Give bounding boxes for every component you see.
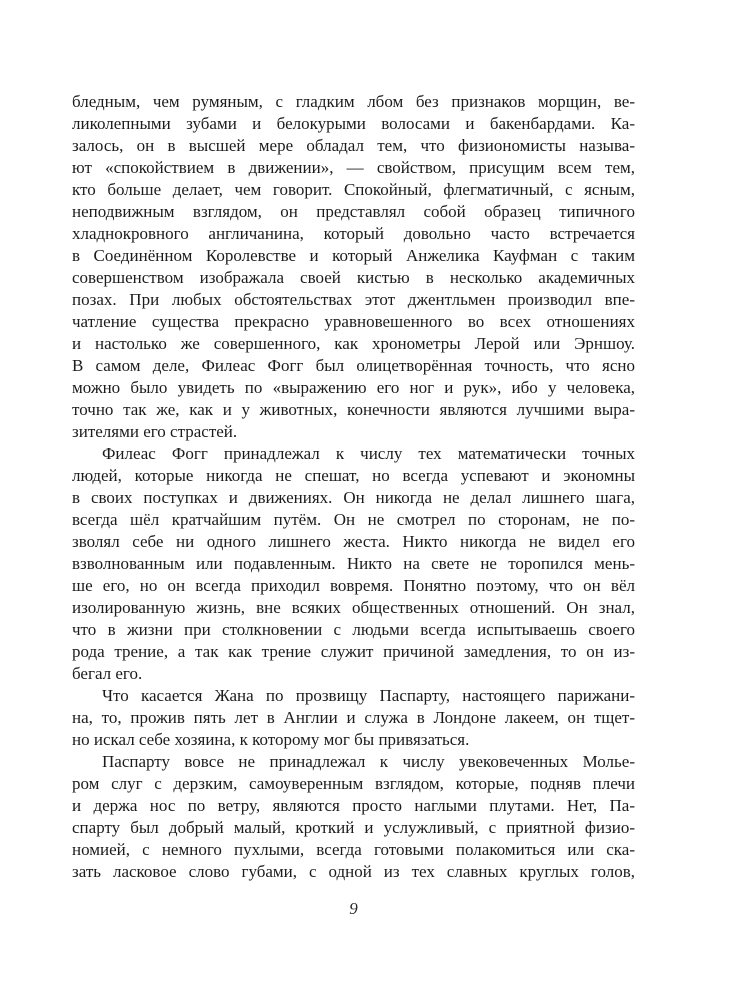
paragraph xyxy=(72,685,635,751)
text-line: в своих поступках и движениях. Он никогда не делал лишнего шага, xyxy=(72,488,635,507)
text-line: ликолепными зубами и белокурыми волосами и бакенбардами. Ка- xyxy=(72,114,635,133)
text-line: залось, он в высшей мере обладал тем, что физиономисты называ- xyxy=(72,136,635,155)
text-line: совершенством изображала своей кистью в несколько академичных xyxy=(72,268,635,287)
text-line: ше его, но он всегда приходил вовремя. Понятно поэтому, что он вёл xyxy=(72,576,635,595)
paragraph xyxy=(72,91,635,443)
text-line: бегал его. xyxy=(72,664,143,683)
text-line: кто больше делает, чем говорит. Спокойный, флегматичный, с ясным, xyxy=(72,180,635,199)
text-line: изолированную жизнь, вне всяких общественных отношений. Он знал, xyxy=(72,598,635,617)
text-line: чатление существа прекрасно уравновешенного во всех отношениях xyxy=(72,312,635,331)
text-line: и настолько же совершенного, как хронометры Лерой или Эрншоу. xyxy=(72,334,635,353)
paragraph xyxy=(72,443,635,685)
text-line: Паспарту вовсе не принадлежал к числу увековеченных Молье- xyxy=(102,752,635,771)
text-line: людей, которые никогда не спешат, но всегда успевают и экономны xyxy=(72,466,635,485)
text-line: В самом деле, Филеас Фогг был олицетворённая точность, что ясно xyxy=(72,356,635,375)
text-line: рода трение, а так как трение служит причиной замедления, то он из- xyxy=(72,642,635,661)
page-number: 9 xyxy=(349,899,358,918)
text-line: зителями его страстей. xyxy=(72,422,238,441)
text-line: и держа нос по ветру, являются просто наглыми плутами. Нет, Па- xyxy=(72,796,635,815)
text-line: на, то, прожив пять лет в Англии и служа в Лондоне лакеем, он тщет- xyxy=(72,708,635,727)
text-line: ром слуг с дерзким, самоуверенным взглядом, которые, подняв плечи xyxy=(72,774,635,793)
text-line: зать ласковое слово губами, с одной из тех славных круглых голов, xyxy=(72,862,635,881)
text-line: ют «спокойствием в движении», — свойством, присущим всем тем, xyxy=(72,158,635,177)
text-line: неподвижным взглядом, он представлял собой образец типичного xyxy=(72,202,635,221)
text-line: в Соединённом Королевстве и который Анжелика Кауфман с таким xyxy=(72,246,635,265)
text-line: точно так же, как и у животных, конечности являются лучшими выра- xyxy=(72,400,635,419)
text-line: взволнованным или подавленным. Никто на свете не торопился мень- xyxy=(72,554,635,573)
text-line: что в жизни при столкновении с людьми всегда испытываешь своего xyxy=(72,620,635,639)
text-line: но искал себе хозяина, к которому мог бы привязаться. xyxy=(72,730,470,749)
text-line: номией, с немного пухлыми, всегда готовыми полакомиться или ска- xyxy=(72,840,635,859)
text-line: спарту был добрый малый, кроткий и услужливый, с приятной физио- xyxy=(72,818,635,837)
text-line: Филеас Фогг принадлежал к числу тех математически точных xyxy=(102,444,635,463)
text-line: зволял себе ни одного лишнего жеста. Никто никогда не видел его xyxy=(72,532,635,551)
text-block xyxy=(72,91,635,883)
text-line: позах. При любых обстоятельствах этот джентльмен производил впе- xyxy=(72,290,635,309)
text-line: бледным, чем румяным, с гладким лбом без признаков морщин, ве- xyxy=(72,92,635,111)
text-line: Что касается Жана по прозвищу Паспарту, настоящего парижани- xyxy=(102,686,635,705)
text-line: хладнокровного англичанина, который довольно часто встречается xyxy=(72,224,635,243)
text-line: всегда шёл кратчайшим путём. Он не смотрел по сторонам, не по- xyxy=(72,510,635,529)
text-line: можно было увидеть по «выражению его ног и рук», ибо у человека, xyxy=(72,378,635,397)
paragraph xyxy=(72,751,635,883)
